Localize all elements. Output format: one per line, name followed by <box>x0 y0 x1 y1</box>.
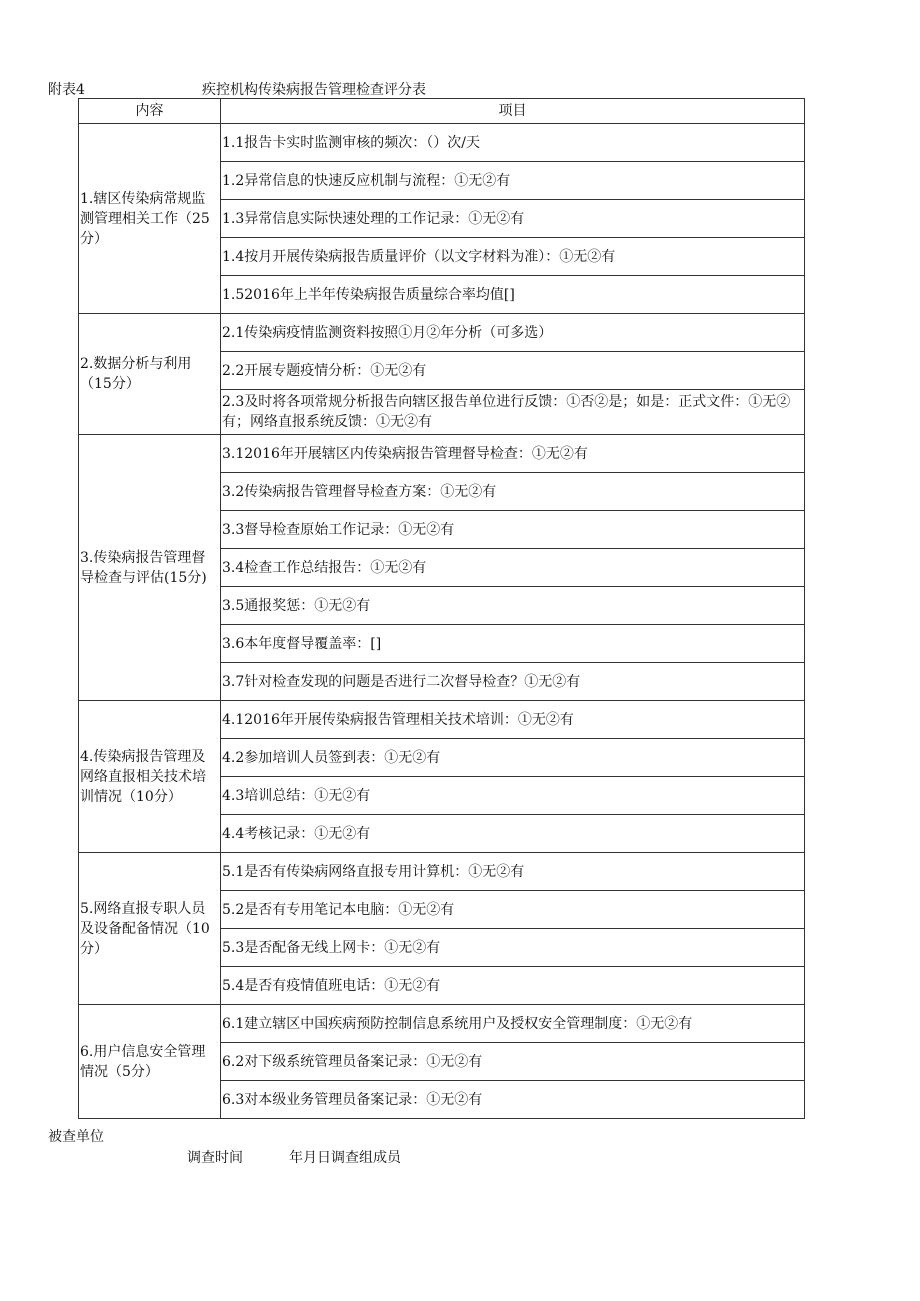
table-row <box>79 435 805 473</box>
table-cell-item: 1.1报告卡实时监测审核的频次：（）次/天 <box>221 124 805 162</box>
table-cell-item: 3.5通报奖惩：①无②有 <box>221 587 805 625</box>
header-content: 内容 <box>79 99 221 124</box>
section-label: 2.数据分析与利用（15分） <box>79 314 221 435</box>
table-cell-item: 6.2对下级系统管理员备案记录：①无②有 <box>221 1043 805 1081</box>
section-label: 5.网络直报专职人员及设备配备情况（10分） <box>79 853 221 1005</box>
table-header-row <box>79 99 805 124</box>
table-row <box>79 1005 805 1043</box>
table-cell-item: 1.2异常信息的快速反应机制与流程：①无②有 <box>221 162 805 200</box>
table-cell-item: 2.2开展专题疫情分析：①无②有 <box>221 352 805 390</box>
inspected-unit-label: 被查单位 <box>48 1129 104 1145</box>
table-cell-item: 2.3及时将各项常规分析报告向辖区报告单位进行反馈：①否②是；如是：正式文件：①无②有；网络直报系统反馈：①无②有 <box>221 390 805 435</box>
table-cell-item: 4.3培训总结：①无②有 <box>221 777 805 815</box>
table-cell-item: 1.3异常信息实际快速处理的工作记录：①无②有 <box>221 200 805 238</box>
table-cell-item: 3.7针对检查发现的问题是否进行二次督导检查？①无②有 <box>221 663 805 701</box>
date-members-label: 年月日调查组成员 <box>289 1150 401 1166</box>
table-cell-item: 5.1是否有传染病网络直报专用计算机：①无②有 <box>221 853 805 891</box>
score-table <box>78 98 805 1119</box>
appendix-number: 附表4 <box>48 82 85 98</box>
table-row <box>79 314 805 352</box>
table-cell-item: 6.1建立辖区中国疾病预防控制信息系统用户及授权安全管理制度：①无②有 <box>221 1005 805 1043</box>
document-title: 疾控机构传染病报告管理检查评分表 <box>202 82 426 98</box>
section-label: 4.传染病报告管理及网络直报相关技术培训情况（10分） <box>79 701 221 853</box>
section-label: 1.辖区传染病常规监测管理相关工作（25分） <box>79 124 221 314</box>
table-cell-item: 2.1传染病疫情监测资料按照①月②年分析（可多选） <box>221 314 805 352</box>
table-row <box>79 701 805 739</box>
table-cell-item: 5.4是否有疫情值班电话：①无②有 <box>221 967 805 1005</box>
table-row <box>79 853 805 891</box>
table-cell-item: 4.12016年开展传染病报告管理相关技术培训：①无②有 <box>221 701 805 739</box>
table-cell-item: 6.3对本级业务管理员备案记录：①无②有 <box>221 1081 805 1119</box>
table-cell-item: 1.4按月开展传染病报告质量评价（以文字材料为准）：①无②有 <box>221 238 805 276</box>
header-item: 项目 <box>221 99 805 124</box>
section-label: 6.用户信息安全管理情况（5分） <box>79 1005 221 1119</box>
section-label: 3.传染病报告管理督导检查与评估(15分) <box>79 435 221 701</box>
table-cell-item: 3.12016年开展辖区内传染病报告管理督导检查：①无②有 <box>221 435 805 473</box>
table-cell-item: 3.2传染病报告管理督导检查方案：①无②有 <box>221 473 805 511</box>
survey-info-line <box>187 1147 401 1167</box>
table-cell-item: 1.52016年上半年传染病报告质量综合率均值[] <box>221 276 805 314</box>
table-cell-item: 3.6本年度督导覆盖率：[] <box>221 625 805 663</box>
table-cell-item: 3.4检查工作总结报告：①无②有 <box>221 549 805 587</box>
table-row <box>79 124 805 162</box>
table-cell-item: 4.4考核记录：①无②有 <box>221 815 805 853</box>
document-heading <box>48 79 848 99</box>
survey-time-label: 调查时间 <box>187 1150 243 1166</box>
table-cell-item: 4.2参加培训人员签到表：①无②有 <box>221 739 805 777</box>
table-cell-item: 5.2是否有专用笔记本电脑：①无②有 <box>221 891 805 929</box>
table-cell-item: 3.3督导检查原始工作记录：①无②有 <box>221 511 805 549</box>
table-cell-item: 5.3是否配备无线上网卡：①无②有 <box>221 929 805 967</box>
